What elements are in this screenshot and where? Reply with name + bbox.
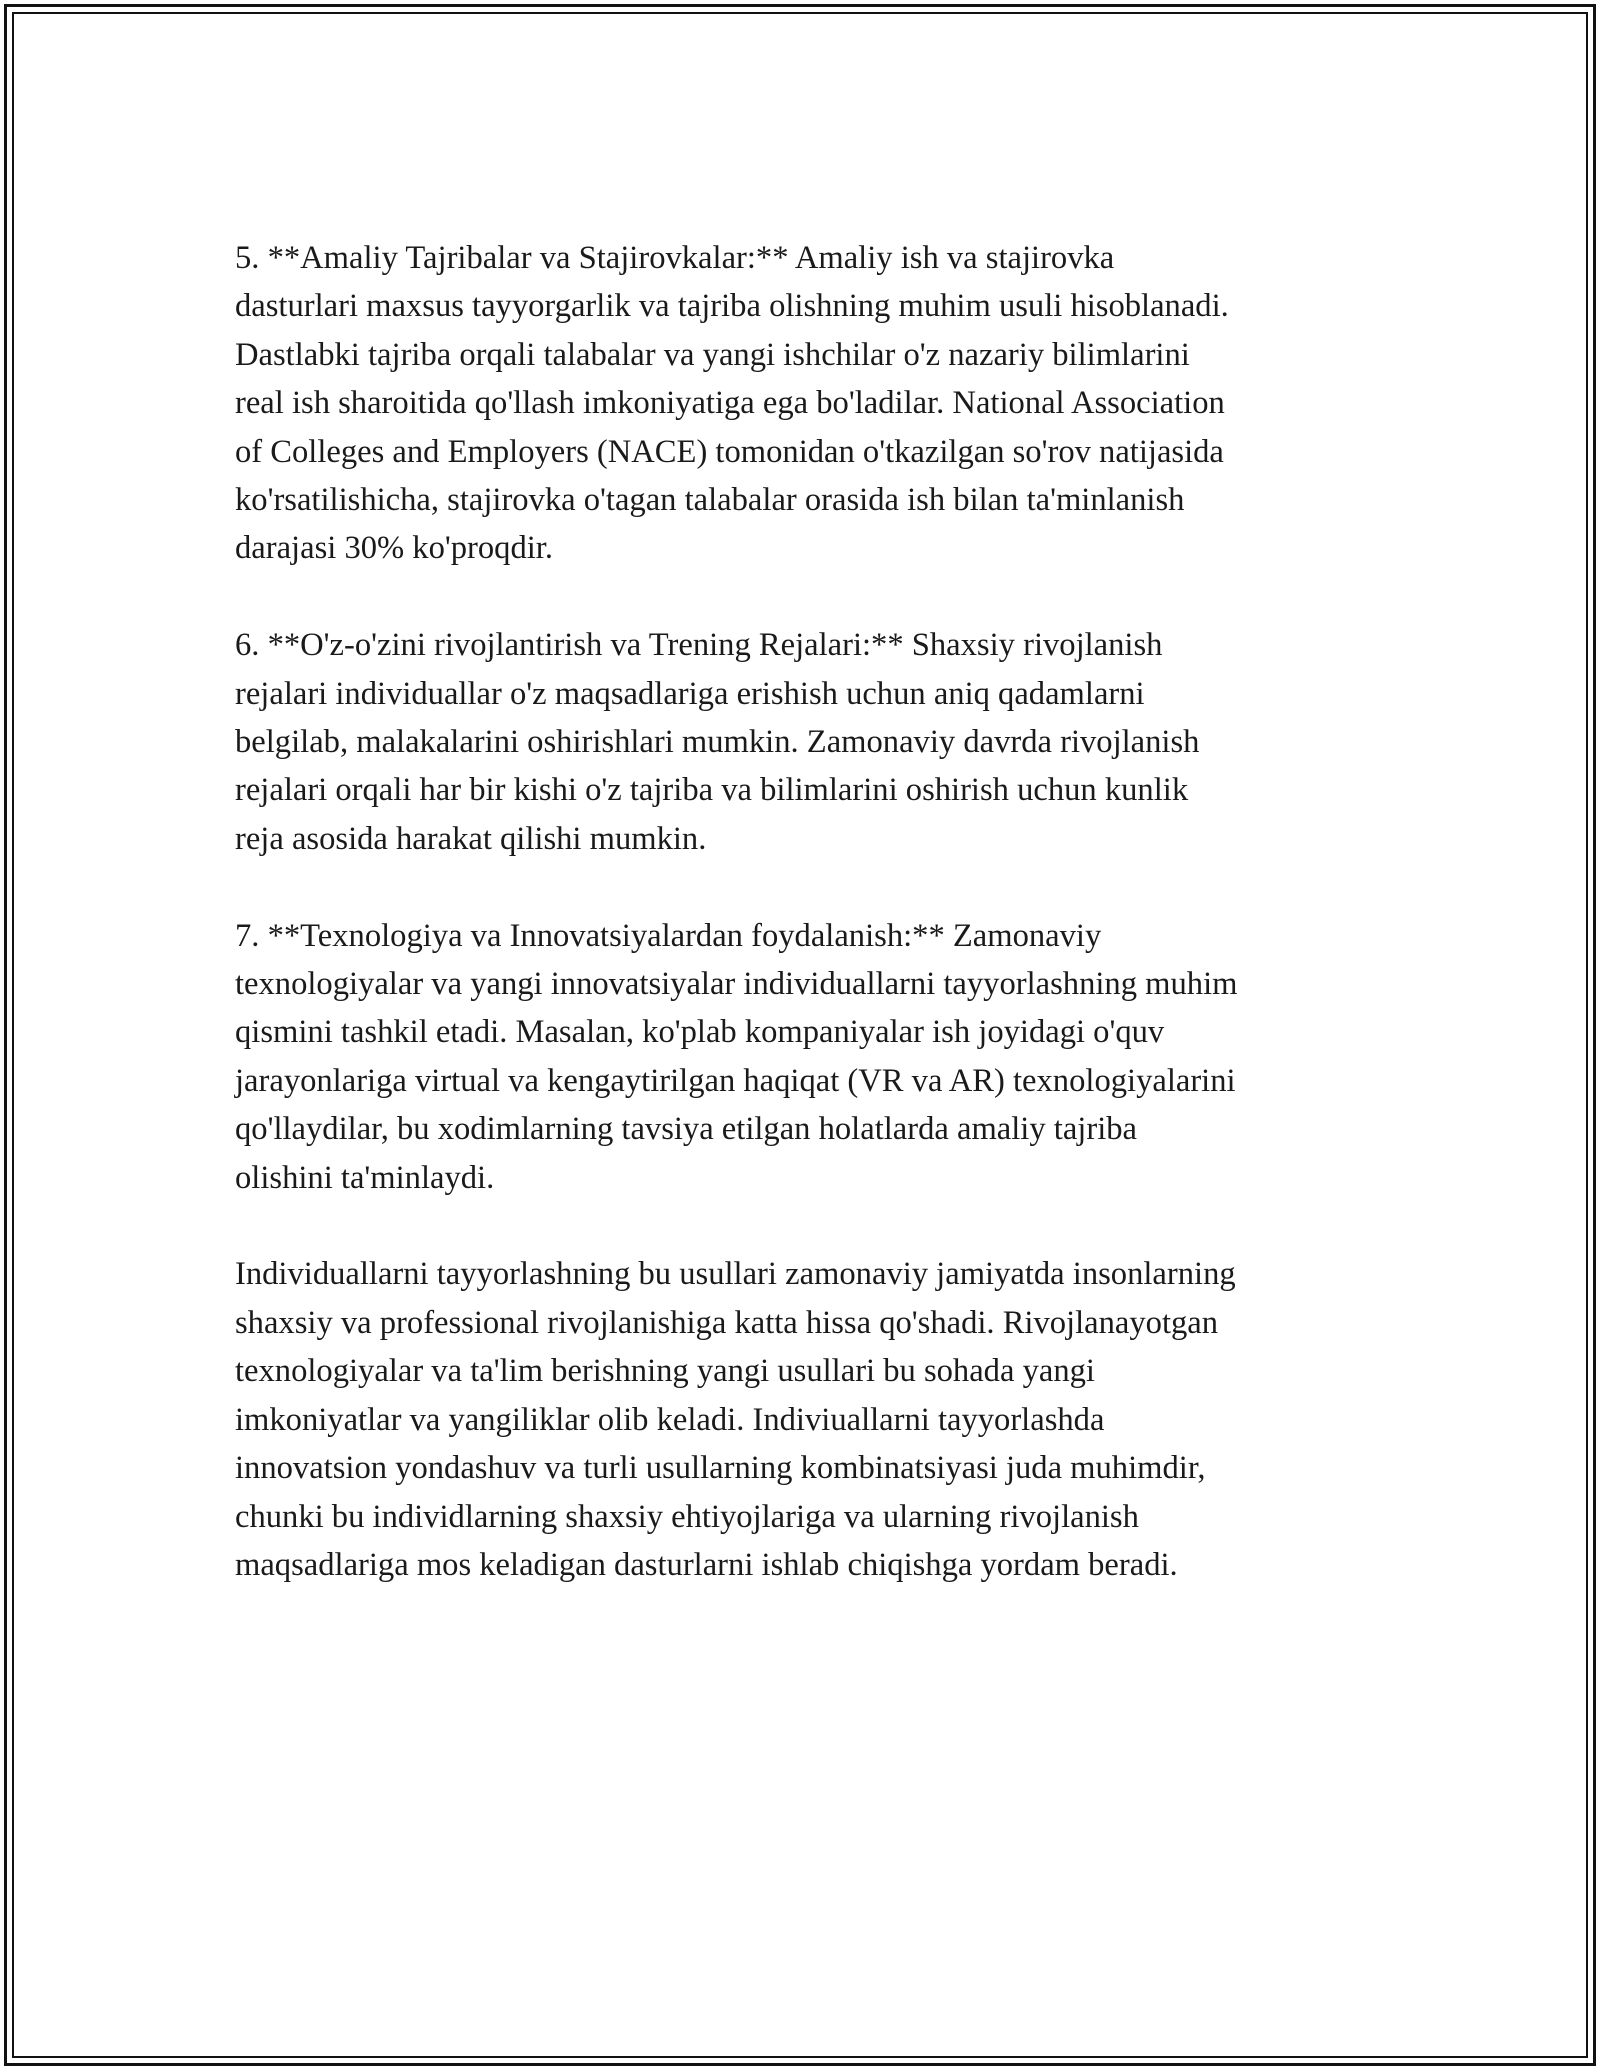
- paragraph-technology-innovation: 7. **Texnologiya va Innovatsiyalardan foydalanish:** Zamonaviy texnologiyalar va yangi innovatsiyalar individuallarni tayyorlashning muhim qismini tashkil etadi. Masalan, ko'plab kompaniyalar ish joyidagi o'quv jarayonlariga virtual va kengaytirilgan haqiqat (VR va AR) texnologiyalarini qo'llaydilar, bu xodimlarning tavsiya etilgan holatlarda amaliy tajriba olishini ta'minlaydi.: [235, 917, 1238, 1196]
- paragraph-conclusion: Individuallarni tayyorlashning bu usullari zamonaviy jamiyatda insonlarning shaxsiy va professional rivojlanishiga katta hissa qo'shadi. Rivojlanayotgan texnologiyalar va ta'lim berishning yangi usullari bu sohada yangi imkoniyatlar va yangiliklar olib keladi. Indiviuallarni tayyorlashda innovatsion yondashuv va turli usullarning kombinatsiyasi juda muhimdir, chunki bu individlarning shaxsiy ehtiyojlariga va ularning rivojlanish maqsadlariga mos keladigan dasturlarni ishlab chiqishga yordam beradi.: [235, 1256, 1236, 1583]
- document-body: [235, 234, 1385, 1589]
- paragraph-self-development: 6. **O'z-o'zini rivojlantirish va Trening Rejalari:** Shaxsiy rivojlanish rejalari individuallar o'z maqsadlariga erishish uchun aniq qadamlarni belgilab, malakalarini oshirishlari mumkin. Zamonaviy davrda rivojlanish rejalari orqali har bir kishi o'z tajriba va bilimlarini oshirish uchun kunlik reja asosida harakat qilishi mumkin.: [235, 627, 1200, 857]
- paragraph-practical-experience: 5. **Amaliy Tajribalar va Stajirovkalar:** Amaliy ish va stajirovka dasturlari maxsus tayyorgarlik va tajriba olishning muhim usuli hisoblanadi. Dastlabki tajriba orqali talabalar va yangi ishchilar o'z nazariy bilimlarini real ish sharoitida qo'llash imkoniyatiga ega bo'ladilar. National Association of Colleges and Employers (NACE) tomonidan o'tkazilgan so'rov natijasida ko'rsatilishicha, stajirovka o'tagan talabalar orasida ish bilan ta'minlanish darajasi 30% ko'proqdir.: [235, 240, 1229, 567]
